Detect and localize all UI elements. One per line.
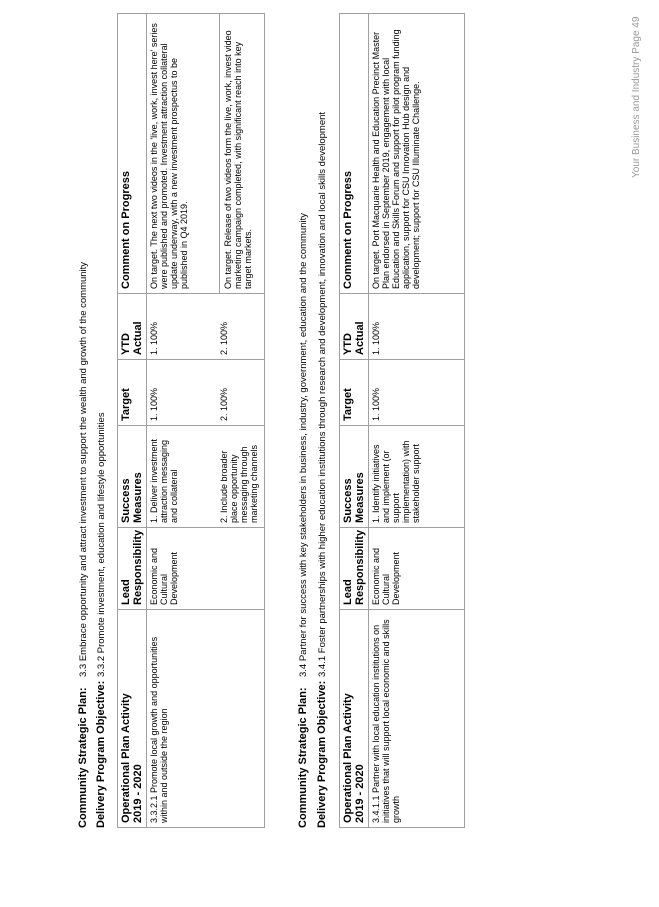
target-item: 2. 100%: [219, 387, 229, 421]
target-cell: 1. 100%: [369, 360, 465, 426]
col-comment: Comment on Progress: [340, 14, 369, 294]
target-item: 1. 100%: [149, 387, 159, 421]
ytd-cell: 1. 100%: [369, 294, 465, 360]
comment-cell: On target. Port Macquarie Health and Education Precinct Master Plan endorsed in September 2019, engagement with local Education and Skills Forum and support for pilot program funding application, support for CSU Innovation Hub design and development; support for CSU Illuminate Challenge.: [369, 14, 465, 294]
col-ytd: YTD Actual: [340, 294, 369, 360]
lead-cell: Economic and Cultural Development: [147, 528, 265, 610]
comment-cell: [147, 14, 265, 294]
col-activity: Operational Plan Activity 2019 - 2020: [118, 610, 147, 828]
dpo-label-1: Delivery Program Objective:: [95, 680, 107, 828]
activity-cell: 3.3.2.1 Promote local growth and opportunities within and outside the region: [147, 610, 265, 828]
page-footer: Your Business and Industry Page 49: [631, 16, 642, 178]
comment-item: On target. Release of two videos form the live, work, invest video marketing campaign completed, with significant reach into key target markets.: [219, 14, 253, 293]
measure-item: 2. Include broader place opportunity messaging through marketing channels: [219, 444, 259, 523]
col-comment: Comment on Progress: [118, 14, 147, 294]
comment-item: On target. The next two videos in the 'live, work, invest here' series were published and promoted. Investment attraction collateral update underway, with a new investment prospectus to be published in Q4 2019.: [149, 23, 189, 289]
col-target: Target: [340, 360, 369, 426]
ytd-cell: [147, 294, 265, 360]
dpo-text-1: 3.3.2 Promote investment, education and lifestyle opportunities: [96, 412, 107, 677]
col-lead: Lead Responsibility: [118, 528, 147, 610]
col-measures: Success Measures: [340, 426, 369, 528]
measures-cell: [147, 426, 265, 528]
col-ytd: YTD Actual: [118, 294, 147, 360]
measure-item: 1. Deliver investment attraction messaging and collateral: [149, 438, 179, 523]
dpo-label-2: Delivery Program Objective:: [316, 680, 328, 828]
col-activity: Operational Plan Activity 2019 - 2020: [340, 610, 369, 828]
table-header-row: [340, 14, 369, 828]
target-cell: [147, 360, 265, 426]
table-row: [369, 14, 465, 828]
csp-label-2: Community Strategic Plan:: [297, 687, 309, 828]
table-header-row: [118, 14, 147, 828]
lead-cell: Economic and Cultural Development: [369, 528, 465, 610]
ytd-item: 2. 100%: [219, 321, 229, 355]
plan-table-1: [117, 13, 265, 828]
csp-label-1: Community Strategic Plan:: [77, 687, 89, 828]
activity-cell: 3.4.1.1 Partner with local education institutions on initiatives that will support local economic and skills growth: [369, 610, 465, 828]
dpo-text-2: 3.4.1 Foster partnerships with higher education institutions through research and development, innovation and local skills development: [317, 111, 328, 677]
csp-text-1: 3.3 Embrace opportunity and attract investment to support the wealth and growth of the community: [78, 261, 89, 677]
table-row: [147, 14, 265, 828]
col-measures: Success Measures: [118, 426, 147, 528]
plan-table-2: [339, 13, 465, 828]
ytd-item: 1. 100%: [149, 321, 159, 355]
csp-text-2: 3.4 Partner for success with key stakeholders in business, industry, government, education and the community: [298, 213, 309, 677]
measures-cell: 1. Identify initiatives and implement (or support implementation) with stakeholder support: [369, 426, 465, 528]
col-lead: Lead Responsibility: [340, 528, 369, 610]
col-target: Target: [118, 360, 147, 426]
